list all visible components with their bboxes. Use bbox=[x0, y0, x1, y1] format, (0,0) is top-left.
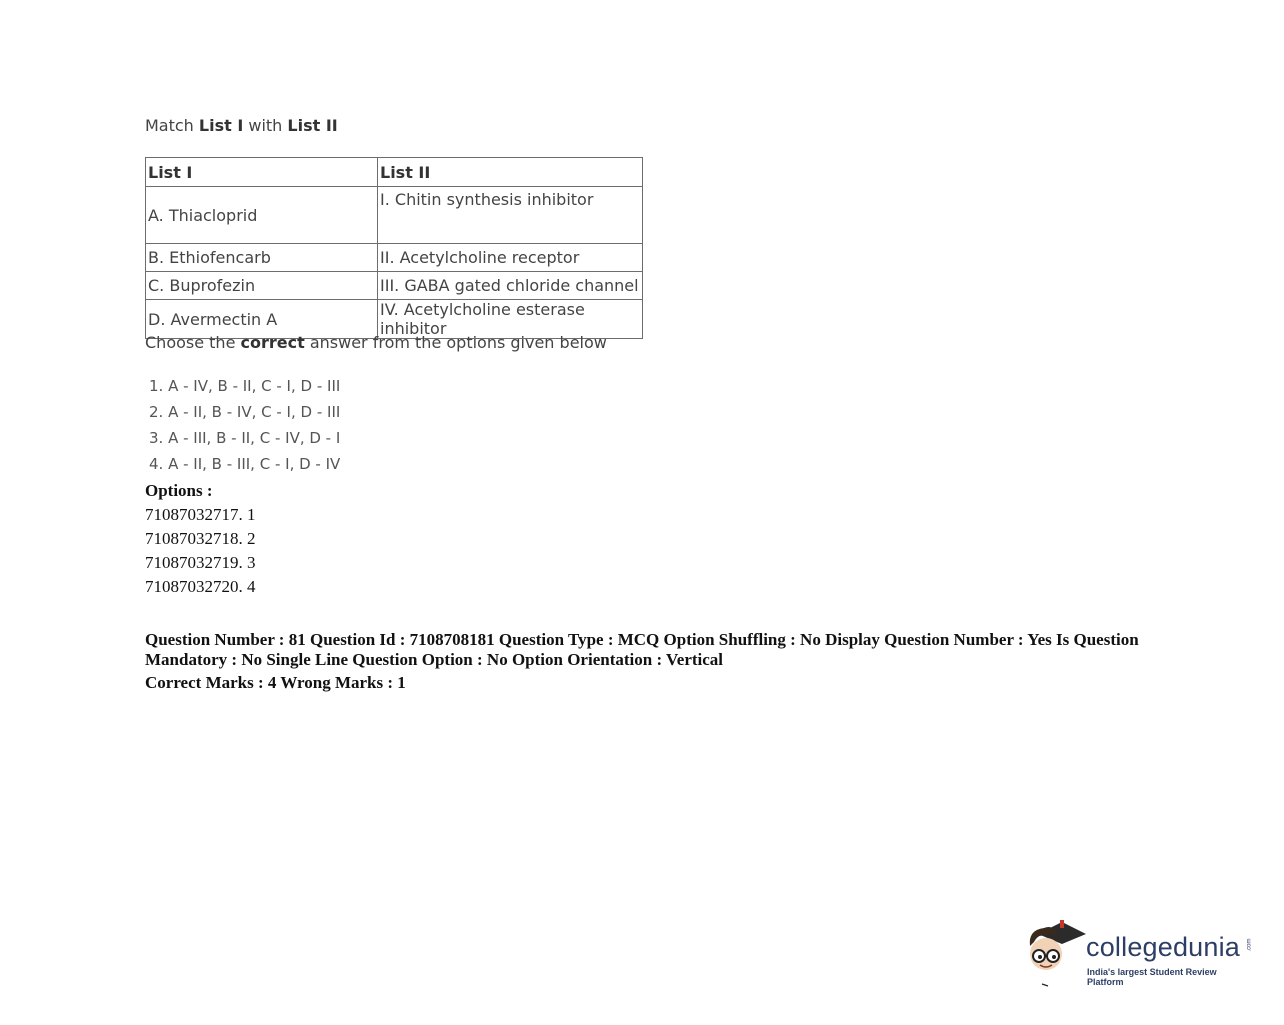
question-prompt bbox=[145, 116, 338, 135]
table-header-row bbox=[146, 158, 643, 187]
answer-option-2: 2. A - II, B - IV, C - I, D - III bbox=[149, 403, 341, 421]
table-cell: I. Chitin synthesis inhibitor bbox=[378, 187, 643, 244]
table-cell: C. Buprofezin bbox=[146, 272, 378, 300]
prompt-list2: List II bbox=[287, 116, 338, 135]
logo-suffix: .com bbox=[1246, 938, 1253, 952]
option-code: 71087032717. 1 bbox=[145, 505, 256, 524]
table-row bbox=[146, 187, 643, 244]
table-cell: B. Ethiofencarb bbox=[146, 244, 378, 272]
answer-list bbox=[149, 376, 340, 480]
table-cell: A. Thiacloprid bbox=[146, 187, 378, 244]
table-cell: III. GABA gated chloride channel bbox=[378, 272, 643, 300]
question-marks: Correct Marks : 4 Wrong Marks : 1 bbox=[145, 673, 406, 692]
prompt-list1: List I bbox=[198, 116, 244, 135]
table-row bbox=[146, 244, 643, 272]
option-code: 71087032718. 2 bbox=[145, 529, 256, 548]
answer-option-4: 4. A - II, B - III, C - I, D - IV bbox=[149, 455, 341, 473]
table-cell: D. Avermectin A bbox=[146, 300, 378, 339]
instruction-post: answer from the options given below bbox=[304, 333, 607, 352]
prompt-pre: Match bbox=[145, 116, 199, 135]
prompt-mid: with bbox=[243, 116, 288, 135]
collegedunia-logo bbox=[1024, 918, 1254, 988]
table-cell: IV. Acetylcholine esterase inhibitor bbox=[378, 300, 643, 339]
instruction-text bbox=[145, 333, 607, 352]
logo-tagline: India's largest Student Review Platform bbox=[1087, 967, 1217, 987]
option-code-list bbox=[145, 505, 256, 601]
instruction-bold: correct bbox=[240, 333, 305, 352]
options-heading: Options : bbox=[145, 481, 213, 500]
answer-option-3: 3. A - III, B - II, C - IV, D - I bbox=[149, 429, 341, 447]
option-code: 71087032719. 3 bbox=[145, 553, 256, 572]
table-header-list1: List I bbox=[146, 158, 378, 187]
option-code: 71087032720. 4 bbox=[145, 577, 256, 596]
table-cell: II. Acetylcholine receptor bbox=[378, 244, 643, 272]
match-table bbox=[145, 157, 643, 339]
answer-option-1: 1. A - IV, B - II, C - I, D - III bbox=[149, 377, 341, 395]
question-meta: Question Number : 81 Question Id : 7108708181 Question Type : MCQ Option Shuffling : No Display Question Number : Yes Is Question Mandatory : No Single Line Question Option : No Option Orientation : Vertical bbox=[145, 630, 1139, 669]
table-row bbox=[146, 272, 643, 300]
instruction-pre: Choose the bbox=[145, 333, 241, 352]
table-header-list2: List II bbox=[378, 158, 643, 187]
logo-wordmark: collegedunia bbox=[1086, 932, 1241, 962]
mascot-icon bbox=[1024, 918, 1086, 988]
